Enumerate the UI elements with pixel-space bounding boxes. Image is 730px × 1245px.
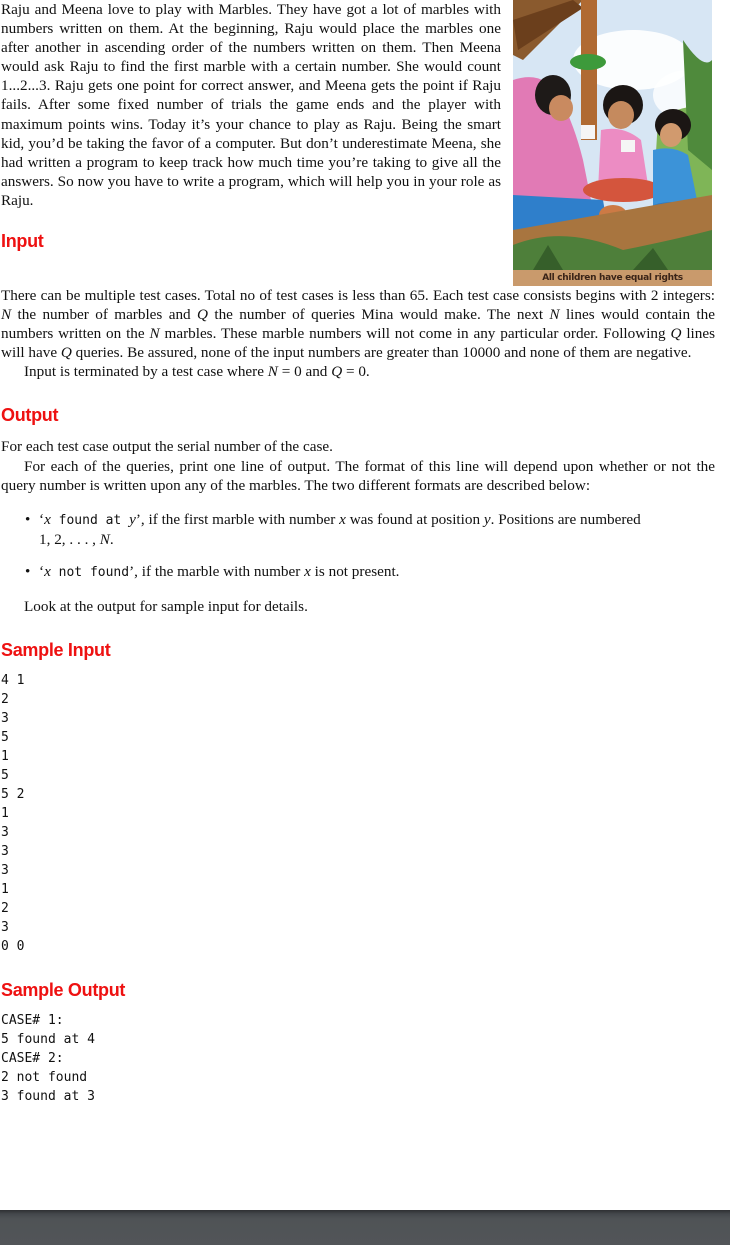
sample-input-line: 3: [1, 844, 9, 860]
illustration-figure: [513, 0, 712, 286]
sample-input-line: 2: [1, 901, 9, 917]
sample-input-block: [1, 671, 715, 956]
footer-bar: [0, 1210, 730, 1245]
output-heading: Output: [1, 405, 59, 426]
output-paragraph-1: For each test case output the serial number of the case.: [1, 438, 333, 456]
format-bullet-found: • ‘x found at y’, if the first marble with number x was found at position y. Positions are numbered 1, 2, . . . , N.: [25, 510, 641, 548]
sample-input-line: 3: [1, 825, 9, 841]
sample-output-line: 3 found at 3: [1, 1089, 95, 1105]
sample-input-line: 1: [1, 749, 9, 765]
bullet-icon: •: [25, 510, 31, 528]
children-illustration: [513, 0, 712, 270]
sample-input-line: 2: [1, 692, 9, 708]
input-paragraph: There can be multiple test cases. Total no of test cases is less than 65. Each test case consists begins with 2 integers: N the number of marbles and Q the number of queries Mina would make. The next N lines would contain the numbers written on the N marbles. These marble numbers will not come in any particular order. Following Q lines will have Q queries. Be assured, none of the input numbers are greater than 10000 and none of them are negative.: [1, 287, 715, 362]
output-note: Look at the output for sample input for details.: [24, 598, 308, 616]
sample-output-line: CASE# 1:: [1, 1013, 64, 1029]
sample-output-line: 5 found at 4: [1, 1032, 95, 1048]
sample-input-line: 3: [1, 920, 9, 936]
input-heading: Input: [1, 231, 44, 252]
bullet-icon: •: [25, 562, 31, 580]
sample-input-line: 1: [1, 806, 9, 822]
sample-output-line: 2 not found: [1, 1070, 88, 1086]
output-paragraph-2: For each of the queries, print one line of output. The format of this line will depend upon whether or not the query number is written upon any of the marbles. The two different formats are described below:: [1, 457, 715, 494]
sample-input-line: 3: [1, 711, 9, 727]
sample-input-line: 5: [1, 730, 9, 746]
sample-output-block: [1, 1011, 715, 1106]
intro-paragraph: Raju and Meena love to play with Marbles. They have got a lot of marbles with numbers written on them. At the beginning, Raju would place the marbles one after another in ascending order of the numbers written on them. Then Meena would ask Raju to find the first marble with a certain number. She would count 1...2...3. Raju gets one point for correct answer, and Meena gets the point if Raju fails. After some fixed number of trials the game ends and the player with maximum points wins. Today it’s your chance to play as Raju. Being the smart kid, you’d be taking the favor of a computer. But don’t underestimate Meena, she had written a program to keep track how much time you’re taking to give all the answers. So now you have to write a program, which will help you in your role as Raju.: [1, 1, 501, 209]
sample-output-line: CASE# 2:: [1, 1051, 64, 1067]
sample-output-heading: Sample Output: [1, 980, 126, 1001]
sample-input-line: 1: [1, 882, 9, 898]
input-termination-note: Input is terminated by a test case where N = 0 and Q = 0.: [24, 363, 370, 381]
sample-input-line: 5 2: [1, 787, 25, 803]
format-bullet-not-found: • ‘x not found’, if the marble with number x is not present.: [25, 562, 400, 580]
sample-input-line: 5: [1, 768, 9, 784]
sample-input-line: 3: [1, 863, 9, 879]
illustration-caption: All children have equal rights: [513, 270, 712, 286]
sample-input-heading: Sample Input: [1, 640, 111, 661]
sample-input-line: 4 1: [1, 673, 25, 689]
sample-input-line: 0 0: [1, 939, 25, 955]
